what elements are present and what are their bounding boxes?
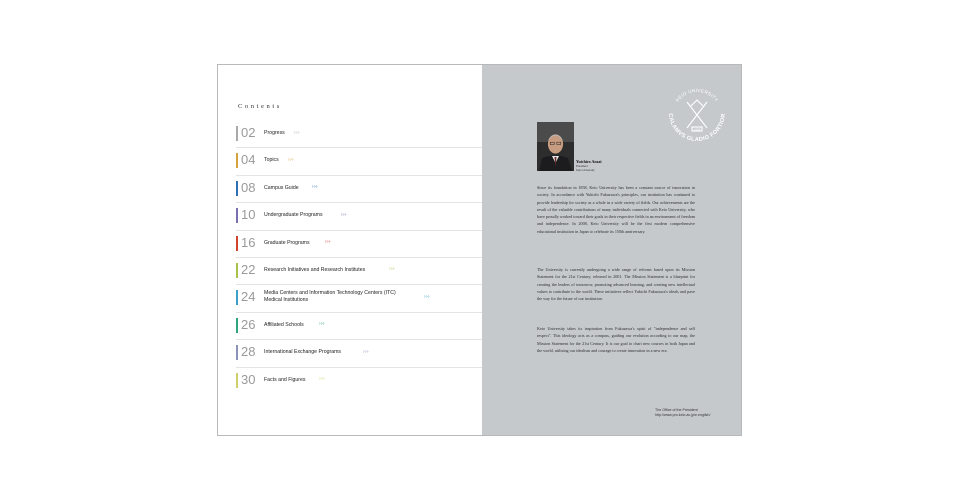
footer-office: The Office of the President (655, 408, 698, 412)
toc-label: Graduate Programs (264, 239, 310, 246)
message-paragraph-3: Keio University takes its inspiration from Fukuzawa's spirit of "independence and self respect". This ideology acts as a compass, guiding our evolution according to our map, the Mission Statement for the 21st Century. It is our goal to chart new courses in both Japan and the world, utilizing our idealism and courage to create innovation in a new era. (537, 326, 695, 353)
crest-year: 1858 (693, 127, 701, 132)
toc-label-two-line (264, 290, 396, 303)
toc-page-number: 26 (241, 316, 256, 332)
toc-item-campus-guide[interactable] (236, 176, 482, 203)
toc-item-progress[interactable] (236, 121, 482, 148)
president-name: Yuichiro Anzai (576, 159, 602, 164)
toc-color-bar (236, 373, 238, 388)
chevron-right-icon: ››› (319, 321, 325, 328)
toc-color-bar (236, 126, 238, 141)
footer-url[interactable]: http://www.pro.keio.ac.jp/e.english/ (655, 413, 711, 417)
president-organization: Keio University (576, 168, 595, 172)
toc-page-number: 02 (241, 125, 256, 140)
contents-title: Contents (238, 103, 282, 110)
chevron-right-icon: ››› (325, 239, 331, 246)
toc-page-number: 04 (241, 152, 256, 168)
toc-label-line1: Media Centers and Information Technology Centers (ITC) (264, 290, 396, 297)
toc-item-research-initiatives[interactable] (236, 258, 482, 285)
toc-item-affiliated-schools[interactable] (236, 313, 482, 340)
message-paragraph-2: The University is currently undergoing a wide range of reforms based upon its Mission Statement for the 21st Century, released in 2001. The Mission Statement is a blueprint for creating the leaders of tomorrow, promoting advanced learning, and creating new intellectual values to contribute to the world. These initiatives reflect Yukichi Fukuzawa's ideals and pave the way for the future of our institution. (537, 267, 695, 302)
toc-label: Topics (264, 157, 279, 164)
toc-page-number: 30 (241, 371, 256, 387)
crest-top-text: KEIO UNIVERSITY (674, 87, 720, 103)
toc-label: Facts and Figures (264, 376, 306, 383)
toc-color-bar (236, 345, 238, 360)
toc-item-facts-and-figures[interactable] (236, 368, 482, 394)
chevron-right-icon: ››› (424, 293, 430, 300)
chevron-right-icon: ››› (312, 184, 318, 191)
chevron-right-icon: ››› (294, 129, 300, 136)
contents-page (218, 65, 482, 435)
toc-page-number: 10 (241, 207, 256, 223)
toc-color-bar (236, 263, 238, 278)
message-paragraph-1: Since its foundation in 1858, Keio University has been a constant source of innovation in society. In accordance with Yukichi Fukuzawa's principles, our institution has continued to provide leadership for society as a whole in a wide variety of fields. Our achievements are the result of the valuable contributions of many individuals connected with Keio University, who have proudly worked toward their goals in their respective fields in an environment of freedom and independence. In 2008, Keio University will be the first modern comprehensive educational institution in Japan to celebrate its 150th anniversary. (537, 185, 695, 234)
crest-motto: CALAMVS GLADIO FORTIOR (666, 113, 728, 144)
toc-item-graduate-programs[interactable] (236, 231, 482, 258)
president-portrait (537, 122, 574, 171)
chevron-right-icon: ››› (319, 376, 325, 383)
toc-color-bar (236, 208, 238, 223)
toc-label-line2: Medical Institutions (264, 296, 309, 303)
toc-label: Affiliated Schools (264, 321, 304, 328)
toc-page-number: 08 (241, 179, 256, 195)
toc-page-number: 16 (241, 234, 256, 250)
toc-label: Progress (264, 130, 285, 136)
toc-page-number: 22 (241, 261, 256, 277)
toc-label: Undergraduate Programs (264, 212, 323, 219)
toc-item-undergraduate-programs[interactable] (236, 203, 482, 230)
toc-item-international-exchange[interactable] (236, 340, 482, 367)
chevron-right-icon: ››› (389, 266, 395, 273)
chevron-right-icon: ››› (341, 211, 347, 218)
chevron-right-icon: ››› (363, 348, 369, 355)
toc-label: Campus Guide (264, 184, 299, 191)
table-of-contents (236, 121, 482, 394)
keio-crest-logo (662, 79, 732, 149)
toc-color-bar (236, 290, 238, 305)
chevron-right-icon: ››› (288, 156, 294, 163)
toc-color-bar (236, 318, 238, 333)
toc-page-number: 28 (241, 344, 256, 360)
brochure-spread (217, 64, 742, 436)
toc-label: International Exchange Programs (264, 349, 341, 356)
toc-page-number: 24 (241, 289, 256, 305)
president-title: President (576, 164, 588, 168)
toc-color-bar (236, 236, 238, 251)
toc-color-bar (236, 181, 238, 196)
toc-color-bar (236, 153, 238, 168)
toc-item-topics[interactable] (236, 148, 482, 175)
toc-label: Research Initiatives and Research Institutes (264, 266, 366, 273)
toc-item-media-centers[interactable] (236, 285, 482, 312)
president-message-page (482, 65, 742, 435)
